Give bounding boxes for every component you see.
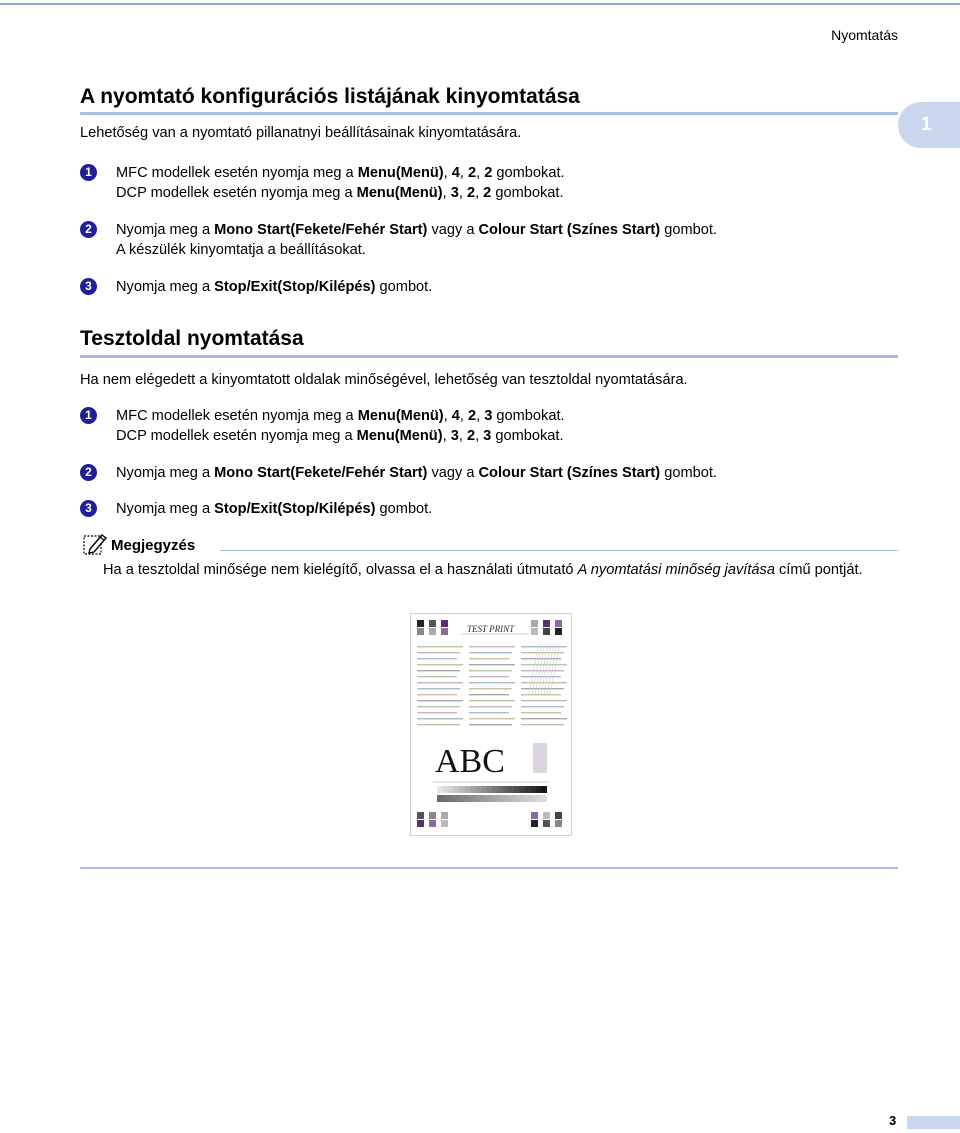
- bottom-rule: [80, 867, 898, 869]
- step-number-badge: 1: [80, 164, 97, 181]
- test-print-image: [410, 613, 572, 836]
- note-title: Megjegyzés: [111, 537, 196, 554]
- step-number-badge: 3: [80, 500, 97, 517]
- top-rule: [0, 3, 960, 5]
- chapter-number: 1: [921, 114, 932, 135]
- step-text: Nyomja meg a Stop/Exit(Stop/Kilépés) gombot.: [116, 501, 433, 517]
- page-number: 3: [889, 1113, 897, 1128]
- step-number-badge: 3: [80, 278, 97, 295]
- running-header: Nyomtatás: [831, 27, 898, 43]
- page-tab: [907, 1116, 960, 1129]
- step-text: Nyomja meg a Mono Start(Fekete/Fehér Start) vagy a Colour Start (Színes Start) gombot.: [116, 465, 717, 481]
- section-intro: Ha nem elégedett a kinyomtatott oldalak minőségével, lehetőség van tesztoldal nyomtatására.: [80, 372, 688, 388]
- step-text: Nyomja meg a Stop/Exit(Stop/Kilépés) gombot.: [116, 279, 433, 295]
- section-title-config-list: A nyomtató konfigurációs listájának kinyomtatása: [80, 85, 580, 108]
- note-reference-title: A nyomtatási minőség javítása: [577, 562, 775, 578]
- note-pencil-icon: [82, 532, 108, 556]
- chapter-tab: [898, 102, 960, 148]
- test-print-sample: ABC: [435, 743, 505, 780]
- test-print-label: TEST PRINT: [467, 624, 515, 634]
- step-number-badge: 2: [80, 464, 97, 481]
- step-text: MFC modellek esetén nyomja meg a Menu(Menü), 4, 2, 3 gombokat. DCP modellek esetén nyomja meg a Menu(Menü), 3, 2, 3 gombokat.: [116, 408, 565, 444]
- step-text: Nyomja meg a Mono Start(Fekete/Fehér Start) vagy a Colour Start (Színes Start) gombot. A készülék kinyomtatja a beállításokat.: [116, 222, 717, 258]
- section-rule: [80, 355, 898, 358]
- section-title-test-page: Tesztoldal nyomtatása: [80, 327, 304, 350]
- step-text: MFC modellek esetén nyomja meg a Menu(Menü), 4, 2, 2 gombokat. DCP modellek esetén nyomja meg a Menu(Menü), 3, 2, 2 gombokat.: [116, 165, 565, 201]
- note-rule: [220, 550, 898, 551]
- step-number-badge: 1: [80, 407, 97, 424]
- step-number-badge: 2: [80, 221, 97, 238]
- section-intro: Lehetőség van a nyomtató pillanatnyi beállításainak kinyomtatására.: [80, 125, 522, 141]
- section-rule: [80, 112, 898, 115]
- note-body: Ha a tesztoldal minősége nem kielégítő, olvassa el a használati útmutató A nyomtatási minőség javítása című pontját.: [103, 562, 863, 578]
- test-print-graphic: [411, 614, 571, 835]
